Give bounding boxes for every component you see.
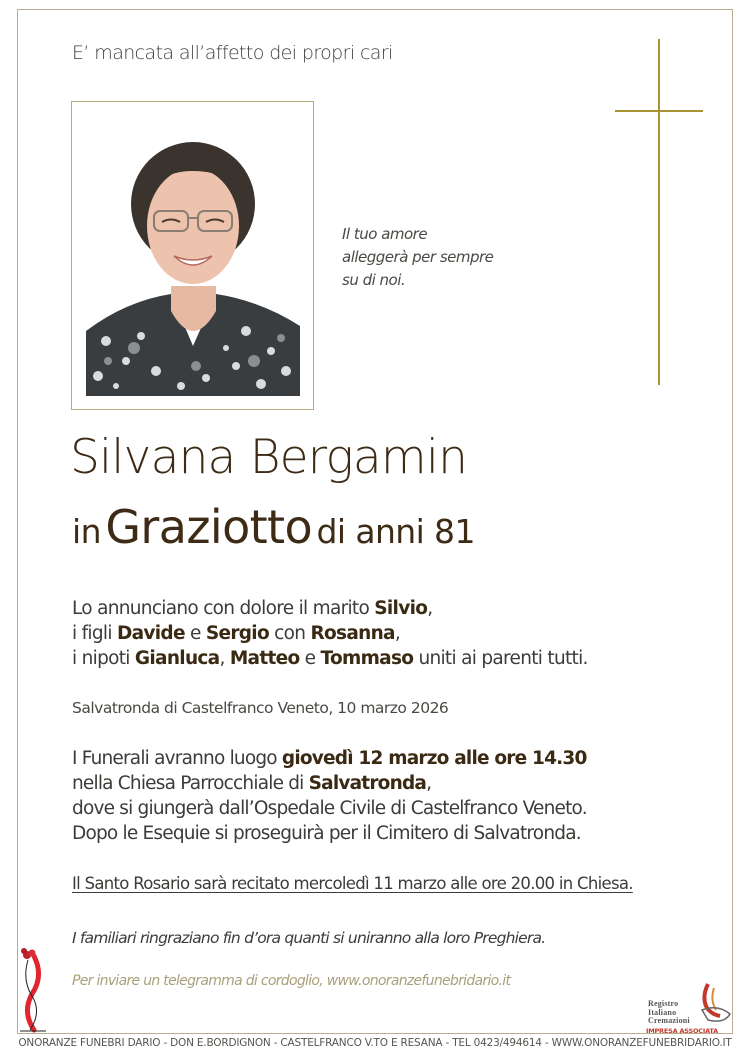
- name-prefix: in: [72, 512, 101, 551]
- cross-icon-horizontal: [615, 110, 703, 112]
- funeral-details: [72, 746, 587, 846]
- registry-line: Italiano: [648, 1007, 677, 1017]
- text: e: [184, 623, 206, 644]
- text: I Funerali avranno luogo: [72, 748, 282, 769]
- cross-icon-vertical: [658, 39, 660, 385]
- portrait-illustration: [86, 116, 300, 396]
- portrait-photo: [86, 116, 300, 396]
- cremation-registry-logo: [640, 980, 736, 1036]
- church-location: Salvatronda: [308, 773, 427, 794]
- announcement-line-1: [72, 596, 588, 621]
- memorial-quote: [342, 223, 493, 292]
- associated-badge: IMPRESA ASSOCIATA: [646, 1027, 718, 1035]
- grandchild-name: Gianluca: [134, 648, 220, 669]
- text: i nipoti: [72, 648, 135, 669]
- registry-line: Cremazioni: [648, 1016, 690, 1025]
- intro-text: E’ mancata all’affetto dei propri cari: [72, 42, 393, 64]
- announcement-line-2: [72, 621, 588, 646]
- funeral-line-3: dove si giungerà dall’Ospedale Civile di Castelfranco Veneto.: [72, 798, 587, 819]
- funeral-line-2: [72, 771, 587, 796]
- child-name: Davide: [116, 623, 185, 644]
- text: ,: [394, 623, 401, 644]
- thanks-text: I familiari ringraziano fin d’ora quanti si uniranno alla loro Preghiera.: [72, 929, 546, 947]
- spouse-name: Rosanna: [310, 623, 395, 644]
- registry-line: Registro: [648, 999, 679, 1008]
- quote-line-1: Il tuo amore: [342, 225, 428, 243]
- text: i figli: [72, 623, 117, 644]
- flower-logo-icon: [18, 946, 48, 1034]
- funeral-line-4: Dopo le Esequie si proseguirà per il Cimitero di Salvatronda.: [72, 823, 581, 844]
- grandchild-name: Matteo: [229, 648, 300, 669]
- funeral-datetime: giovedì 12 marzo alle ore 14.30: [281, 748, 587, 769]
- footer-contact: ONORANZE FUNEBRI DARIO - DON E.BORDIGNON - CASTELFRANCO V.TO E RESANA - TEL 0423/494614 - WWW.ONORANZEFUNEBRIDARIO.IT: [18, 1037, 732, 1049]
- announcement-line-3: [72, 646, 588, 671]
- text: con: [268, 623, 311, 644]
- text: uniti ai parenti tutti.: [413, 648, 588, 669]
- text: nella Chiesa Parrocchiale di: [72, 773, 309, 794]
- husband-name: Silvio: [374, 598, 428, 619]
- child-name: Sergio: [205, 623, 269, 644]
- quote-line-3: su di noi.: [342, 271, 406, 289]
- age-text: di anni 81: [316, 512, 475, 551]
- text: e: [299, 648, 321, 669]
- deceased-married-name: [72, 500, 475, 554]
- text: Lo annunciano con dolore il marito: [72, 598, 375, 619]
- text: ,: [426, 773, 432, 794]
- place-date: Salvatronda di Castelfranco Veneto, 10 marzo 2026: [72, 699, 449, 717]
- telegram-link[interactable]: Per inviare un telegramma di cordoglio, www.onoranzefunebridario.it: [72, 973, 511, 989]
- registry-name: [648, 1000, 690, 1026]
- rosary-notice: Il Santo Rosario sarà recitato mercoledì 11 marzo alle ore 20.00 in Chiesa.: [72, 874, 633, 893]
- deceased-name: Silvana Bergamin: [70, 430, 468, 485]
- announcement: [72, 596, 588, 671]
- text: ,: [219, 648, 230, 669]
- married-surname: Graziotto: [105, 500, 313, 554]
- wing-icon: [694, 982, 734, 1026]
- portrait-frame: [71, 101, 314, 410]
- grandchild-name: Tommaso: [320, 648, 414, 669]
- text: ,: [427, 598, 433, 619]
- funeral-line-1: [72, 746, 587, 771]
- quote-line-2: alleggerà per sempre: [342, 248, 494, 266]
